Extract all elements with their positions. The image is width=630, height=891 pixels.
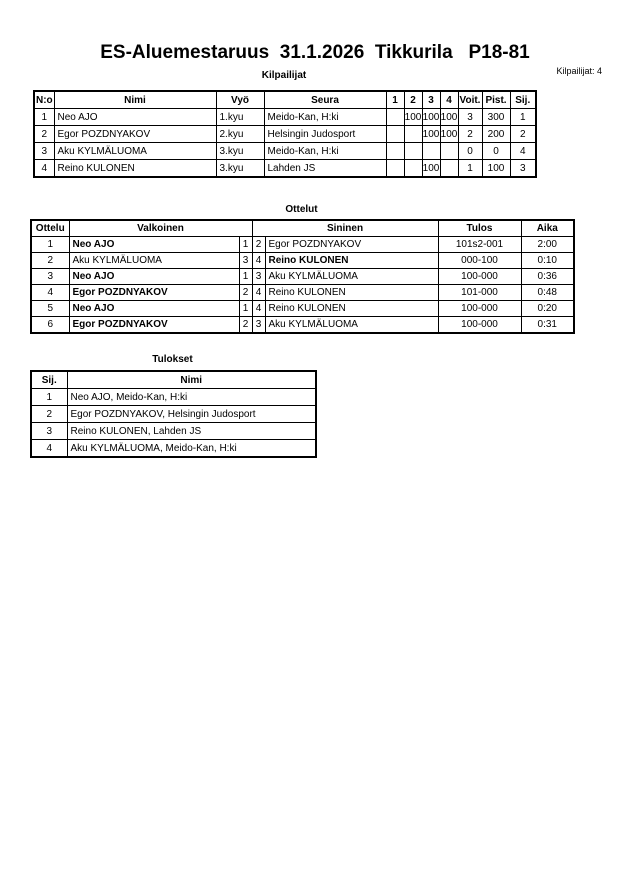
final-placement-cell: 2 — [31, 406, 67, 423]
belt-grade-cell: 3.kyu — [216, 160, 264, 178]
score-cell: 100-000 — [438, 317, 521, 334]
competitor-number-cell: 3 — [34, 143, 54, 160]
blue-competitor-cell: Reino KULONEN — [265, 285, 438, 301]
white-competitor-cell: Aku KYLMÄLUOMA — [69, 253, 239, 269]
placement-cell: 4 — [510, 143, 536, 160]
blue-number-cell: 2 — [252, 237, 265, 253]
white-number-cell: 1 — [239, 269, 252, 285]
round-4-score-cell: 100 — [440, 126, 458, 143]
table-row — [34, 126, 536, 143]
score-cell: 100-000 — [438, 301, 521, 317]
header-sij: Sij. — [31, 371, 67, 389]
header-seura: Seura — [264, 91, 386, 109]
round-2-score-cell — [404, 160, 422, 178]
wins-cell: 2 — [458, 126, 482, 143]
final-placement-cell: 1 — [31, 389, 67, 406]
round-1-score-cell — [386, 109, 404, 126]
ottelut-body — [31, 237, 574, 334]
round-3-score-cell: 100 — [422, 109, 440, 126]
kilpailijat-body — [34, 109, 536, 178]
score-cell: 100-000 — [438, 269, 521, 285]
header-nimi: Nimi — [67, 371, 316, 389]
score-cell: 101-000 — [438, 285, 521, 301]
club-cell: Lahden JS — [264, 160, 386, 178]
table-row — [34, 160, 536, 178]
blue-number-cell: 4 — [252, 285, 265, 301]
header-sij: Sij. — [510, 91, 536, 109]
competitor-name-cell: Aku KYLMÄLUOMA — [54, 143, 216, 160]
points-cell: 100 — [482, 160, 510, 178]
blue-number-cell: 4 — [252, 253, 265, 269]
header-vyo: Vyö — [216, 91, 264, 109]
wins-cell: 0 — [458, 143, 482, 160]
round-1-score-cell — [386, 143, 404, 160]
time-cell: 0:36 — [521, 269, 574, 285]
competitor-number-cell: 2 — [34, 126, 54, 143]
header-valkoinen: Valkoinen — [69, 220, 252, 237]
match-number-cell: 2 — [31, 253, 69, 269]
kilpailijat-heading: Kilpailijat — [261, 70, 307, 81]
blue-number-cell: 4 — [252, 301, 265, 317]
header-round-1: 1 — [386, 91, 404, 109]
blue-competitor-cell: Reino KULONEN — [265, 253, 438, 269]
white-number-cell: 1 — [239, 237, 252, 253]
table-row — [31, 301, 574, 317]
final-name-cell: Egor POZDNYAKOV, Helsingin Judosport — [67, 406, 316, 423]
blue-number-cell: 3 — [252, 269, 265, 285]
time-cell: 2:00 — [521, 237, 574, 253]
blue-competitor-cell: Egor POZDNYAKOV — [265, 237, 438, 253]
header-voit: Voit. — [458, 91, 482, 109]
score-cell: 101s2-001 — [438, 237, 521, 253]
match-number-cell: 5 — [31, 301, 69, 317]
table-header-row — [31, 220, 574, 237]
competitor-name-cell: Egor POZDNYAKOV — [54, 126, 216, 143]
header-sininen: Sininen — [252, 220, 438, 237]
table-row — [31, 440, 316, 458]
kilpailijat-table — [33, 90, 537, 178]
time-cell: 0:10 — [521, 253, 574, 269]
white-competitor-cell: Egor POZDNYAKOV — [69, 317, 239, 334]
table-row — [31, 269, 574, 285]
tulokset-body — [31, 389, 316, 458]
header-tulos: Tulos — [438, 220, 521, 237]
table-row — [31, 237, 574, 253]
club-cell: Meido-Kan, H:ki — [264, 143, 386, 160]
round-4-score-cell — [440, 160, 458, 178]
header-no: N:o — [34, 91, 54, 109]
round-1-score-cell — [386, 160, 404, 178]
ottelut-table — [30, 219, 575, 334]
white-number-cell: 3 — [239, 253, 252, 269]
competitor-name-cell: Reino KULONEN — [54, 160, 216, 178]
blue-competitor-cell: Aku KYLMÄLUOMA — [265, 317, 438, 334]
blue-number-cell: 3 — [252, 317, 265, 334]
white-competitor-cell: Neo AJO — [69, 301, 239, 317]
competitor-name-cell: Neo AJO — [54, 109, 216, 126]
placement-cell: 3 — [510, 160, 536, 178]
ottelut-heading: Ottelut — [285, 204, 318, 215]
score-cell: 000-100 — [438, 253, 521, 269]
placement-cell: 1 — [510, 109, 536, 126]
table-row — [31, 285, 574, 301]
match-number-cell: 6 — [31, 317, 69, 334]
blue-competitor-cell: Aku KYLMÄLUOMA — [265, 269, 438, 285]
page-title: ES-Aluemestaruus 31.1.2026 Tikkurila P18-81 — [100, 42, 530, 63]
final-placement-cell: 3 — [31, 423, 67, 440]
match-number-cell: 3 — [31, 269, 69, 285]
round-2-score-cell: 100 — [404, 109, 422, 126]
round-1-score-cell — [386, 126, 404, 143]
header-round-2: 2 — [404, 91, 422, 109]
placement-cell: 2 — [510, 126, 536, 143]
header-round-4: 4 — [440, 91, 458, 109]
ottelut-header-row — [31, 220, 574, 237]
time-cell: 0:20 — [521, 301, 574, 317]
final-name-cell: Reino KULONEN, Lahden JS — [67, 423, 316, 440]
final-placement-cell: 4 — [31, 440, 67, 458]
belt-grade-cell: 3.kyu — [216, 143, 264, 160]
final-name-cell: Aku KYLMÄLUOMA, Meido-Kan, H:ki — [67, 440, 316, 458]
club-cell: Helsingin Judosport — [264, 126, 386, 143]
tulokset-table — [30, 370, 317, 458]
table-row — [34, 109, 536, 126]
round-3-score-cell: 100 — [422, 160, 440, 178]
white-number-cell: 2 — [239, 317, 252, 334]
tulokset-heading: Tulokset — [152, 354, 193, 365]
match-number-cell: 1 — [31, 237, 69, 253]
table-header-row — [34, 91, 536, 109]
table-row — [31, 317, 574, 334]
competitors-count: Kilpailijat: 4 — [556, 66, 602, 76]
header-pist: Pist. — [482, 91, 510, 109]
competitor-number-cell: 4 — [34, 160, 54, 178]
round-4-score-cell — [440, 143, 458, 160]
tulokset-header-row — [31, 371, 316, 389]
time-cell: 0:31 — [521, 317, 574, 334]
white-number-cell: 1 — [239, 301, 252, 317]
header-ottelu: Ottelu — [31, 220, 69, 237]
table-row — [31, 423, 316, 440]
match-number-cell: 4 — [31, 285, 69, 301]
white-competitor-cell: Egor POZDNYAKOV — [69, 285, 239, 301]
round-4-score-cell: 100 — [440, 109, 458, 126]
table-header-row — [31, 371, 316, 389]
header-nimi: Nimi — [54, 91, 216, 109]
header-aika: Aika — [521, 220, 574, 237]
wins-cell: 1 — [458, 160, 482, 178]
table-row — [31, 406, 316, 423]
round-2-score-cell — [404, 143, 422, 160]
round-3-score-cell — [422, 143, 440, 160]
belt-grade-cell: 2.kyu — [216, 126, 264, 143]
white-competitor-cell: Neo AJO — [69, 237, 239, 253]
points-cell: 200 — [482, 126, 510, 143]
time-cell: 0:48 — [521, 285, 574, 301]
final-name-cell: Neo AJO, Meido-Kan, H:ki — [67, 389, 316, 406]
points-cell: 0 — [482, 143, 510, 160]
wins-cell: 3 — [458, 109, 482, 126]
table-row — [31, 253, 574, 269]
round-3-score-cell: 100 — [422, 126, 440, 143]
belt-grade-cell: 1.kyu — [216, 109, 264, 126]
club-cell: Meido-Kan, H:ki — [264, 109, 386, 126]
points-cell: 300 — [482, 109, 510, 126]
header-round-3: 3 — [422, 91, 440, 109]
table-row — [34, 143, 536, 160]
kilpailijat-header-row — [34, 91, 536, 109]
table-row — [31, 389, 316, 406]
white-number-cell: 2 — [239, 285, 252, 301]
blue-competitor-cell: Reino KULONEN — [265, 301, 438, 317]
competitor-number-cell: 1 — [34, 109, 54, 126]
round-2-score-cell — [404, 126, 422, 143]
white-competitor-cell: Neo AJO — [69, 269, 239, 285]
